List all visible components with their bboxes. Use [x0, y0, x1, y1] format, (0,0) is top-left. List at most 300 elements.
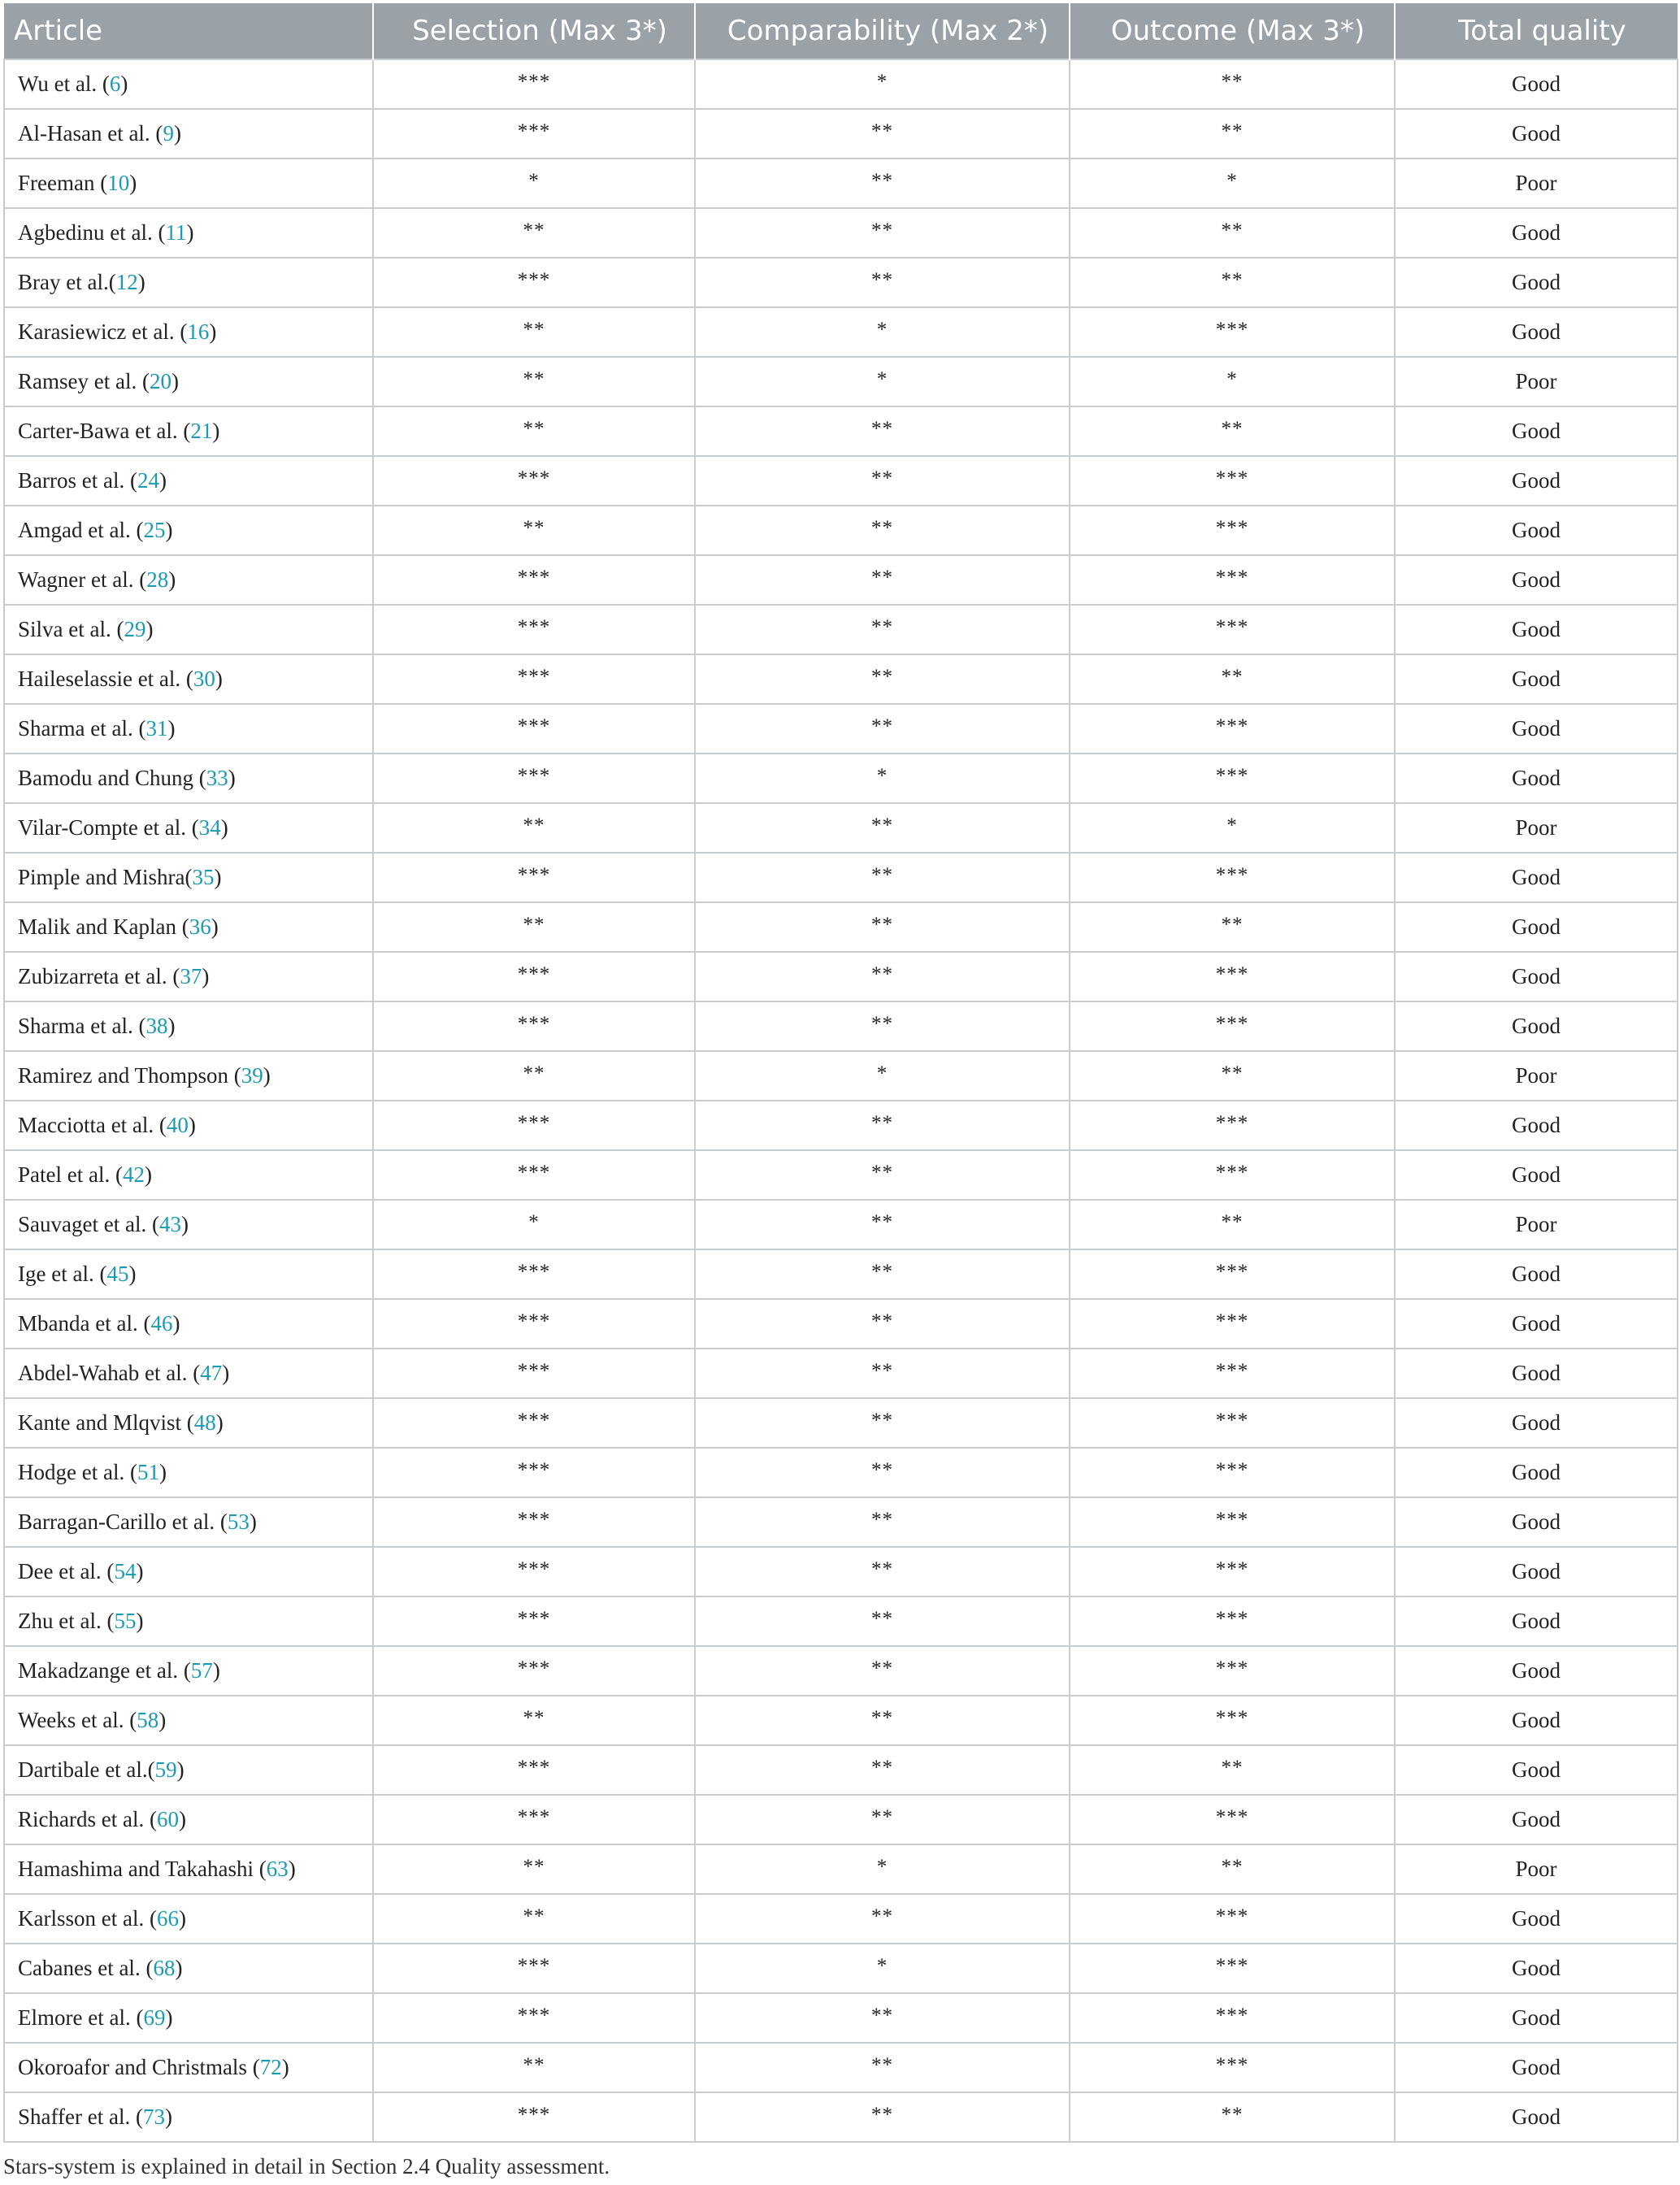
reference-link[interactable]: 29 [124, 617, 146, 641]
reference-link[interactable]: 9 [163, 121, 174, 146]
reference-link[interactable]: 31 [145, 716, 168, 741]
outcome-stars-cell [1070, 406, 1395, 456]
citation-close-paren: ) [120, 72, 128, 96]
comparability-stars: ** [871, 1608, 893, 1630]
comparability-stars-cell [695, 1051, 1070, 1101]
article-cell [4, 2092, 373, 2142]
article-citation: Barragan-Carillo et al. ( [18, 1510, 228, 1534]
total-quality-cell: Good [1395, 1497, 1678, 1547]
table-row [4, 1894, 1678, 1944]
comparability-stars: ** [871, 715, 893, 737]
total-quality-cell: Good [1395, 1993, 1678, 2043]
article-citation: Zhu et al. ( [18, 1609, 115, 1633]
reference-link[interactable]: 37 [180, 964, 202, 988]
table-row [4, 654, 1678, 704]
total-quality-cell: Good [1395, 555, 1678, 605]
total-quality-cell: Poor [1395, 1844, 1678, 1894]
table-row [4, 952, 1678, 1001]
table-row [4, 159, 1678, 208]
total-quality-cell: Good [1395, 952, 1678, 1001]
reference-link[interactable]: 28 [146, 567, 169, 592]
selection-stars-cell [373, 258, 695, 307]
total-quality-cell: Good [1395, 902, 1678, 952]
selection-stars-cell [373, 1844, 695, 1894]
column-header-outcome: Outcome (Max 3*) [1070, 3, 1395, 59]
comparability-stars-cell [695, 1101, 1070, 1150]
article-cell [4, 1547, 373, 1596]
reference-link[interactable]: 16 [187, 319, 210, 344]
article-cell [4, 456, 373, 506]
selection-stars-cell [373, 1051, 695, 1101]
table-row [4, 208, 1678, 258]
reference-link[interactable]: 21 [190, 419, 213, 443]
comparability-stars-cell [695, 109, 1070, 159]
total-quality-cell: Good [1395, 1547, 1678, 1596]
article-cell [4, 1894, 373, 1944]
table-row [4, 902, 1678, 952]
comparability-stars: ** [871, 616, 893, 638]
comparability-stars-cell [695, 357, 1070, 406]
article-cell [4, 1299, 373, 1349]
selection-stars: *** [517, 120, 551, 142]
selection-stars: ** [523, 1856, 545, 1878]
outcome-stars-cell [1070, 1299, 1395, 1349]
citation-close-paren: ) [215, 667, 223, 691]
comparability-stars: ** [871, 814, 893, 836]
article-cell [4, 1795, 373, 1844]
selection-stars-cell [373, 1795, 695, 1844]
selection-stars: * [528, 170, 540, 192]
citation-close-paren: ) [144, 1162, 152, 1187]
selection-stars-cell [373, 1547, 695, 1596]
comparability-stars-cell [695, 406, 1070, 456]
outcome-stars-cell [1070, 754, 1395, 803]
outcome-stars-cell [1070, 1249, 1395, 1299]
outcome-stars-cell [1070, 1101, 1395, 1150]
citation-close-paren: ) [171, 369, 179, 393]
outcome-stars: *** [1215, 567, 1249, 589]
table-row [4, 1101, 1678, 1150]
outcome-stars-cell [1070, 1448, 1395, 1497]
reference-link[interactable]: 25 [143, 518, 166, 542]
selection-stars-cell [373, 1349, 695, 1398]
comparability-stars: ** [871, 1657, 893, 1679]
outcome-stars-cell [1070, 1497, 1395, 1547]
selection-stars-cell [373, 555, 695, 605]
outcome-stars-cell [1070, 1795, 1395, 1844]
outcome-stars: * [1226, 814, 1238, 836]
comparability-stars: ** [871, 864, 893, 886]
selection-stars-cell [373, 1448, 695, 1497]
table-row [4, 1249, 1678, 1299]
selection-stars: *** [517, 269, 551, 291]
outcome-stars-cell [1070, 258, 1395, 307]
article-citation: Carter-Bawa et al. ( [18, 419, 191, 443]
selection-stars: *** [517, 1558, 551, 1580]
reference-link[interactable]: 34 [198, 815, 221, 840]
citation-close-paren: ) [209, 319, 217, 344]
selection-stars: * [528, 1211, 540, 1233]
reference-link[interactable]: 20 [149, 369, 171, 393]
article-citation: Sauvaget et al. ( [18, 1212, 159, 1236]
table-row [4, 1200, 1678, 1249]
reference-link[interactable]: 45 [106, 1262, 129, 1286]
article-cell [4, 159, 373, 208]
outcome-stars-cell [1070, 1051, 1395, 1101]
outcome-stars: *** [1215, 1360, 1249, 1382]
article-cell [4, 952, 373, 1001]
citation-close-paren: ) [168, 567, 176, 592]
selection-stars-cell [373, 109, 695, 159]
selection-stars: ** [523, 219, 545, 241]
outcome-stars-cell [1070, 506, 1395, 555]
total-quality-cell: Good [1395, 59, 1678, 109]
table-row [4, 1993, 1678, 2043]
outcome-stars: ** [1221, 2104, 1244, 2126]
selection-stars-cell [373, 853, 695, 902]
selection-stars: ** [523, 517, 545, 539]
comparability-stars-cell [695, 555, 1070, 605]
article-citation: Al-Hasan et al. ( [18, 121, 163, 146]
comparability-stars: ** [871, 120, 893, 142]
outcome-stars-cell [1070, 1894, 1395, 1944]
outcome-stars-cell [1070, 1001, 1395, 1051]
outcome-stars-cell [1070, 1200, 1395, 1249]
article-citation: Cabanes et al. ( [18, 1956, 154, 1980]
outcome-stars: ** [1221, 1211, 1244, 1233]
table-row [4, 1051, 1678, 1101]
article-citation: Wu et al. ( [18, 72, 110, 96]
total-quality-cell: Good [1395, 307, 1678, 357]
total-quality-cell: Poor [1395, 357, 1678, 406]
comparability-stars-cell [695, 1944, 1070, 1993]
citation-close-paren: ) [288, 1857, 296, 1881]
citation-close-paren: ) [212, 1658, 220, 1683]
outcome-stars-cell [1070, 307, 1395, 357]
selection-stars: *** [517, 1261, 551, 1283]
total-quality-cell: Good [1395, 1894, 1678, 1944]
total-quality-cell: Good [1395, 1646, 1678, 1696]
reference-link[interactable]: 39 [241, 1063, 263, 1088]
article-citation: Shaffer et al. ( [18, 2105, 143, 2129]
reference-link[interactable]: 42 [122, 1162, 145, 1187]
reference-link[interactable]: 68 [153, 1956, 176, 1980]
citation-close-paren: ) [164, 2105, 172, 2129]
comparability-stars: ** [871, 219, 893, 241]
reference-link[interactable]: 40 [166, 1113, 189, 1137]
reference-link[interactable]: 66 [156, 1906, 179, 1931]
outcome-stars-cell [1070, 1844, 1395, 1894]
outcome-stars: *** [1215, 1310, 1249, 1332]
article-citation: Ramsey et al. ( [18, 369, 150, 393]
comparability-stars-cell [695, 1349, 1070, 1398]
selection-stars: ** [523, 1905, 545, 1927]
table-row [4, 1696, 1678, 1745]
outcome-stars: *** [1215, 319, 1249, 341]
comparability-stars-cell [695, 1993, 1070, 2043]
reference-link[interactable]: 60 [156, 1807, 179, 1831]
article-citation: Richards et al. ( [18, 1807, 157, 1831]
reference-link[interactable]: 47 [200, 1361, 223, 1385]
comparability-stars-cell [695, 1547, 1070, 1596]
outcome-stars: ** [1221, 1856, 1244, 1878]
total-quality-cell: Poor [1395, 159, 1678, 208]
outcome-stars-cell [1070, 704, 1395, 754]
outcome-stars: *** [1215, 2005, 1249, 2026]
outcome-stars-cell [1070, 208, 1395, 258]
outcome-stars-cell [1070, 159, 1395, 208]
selection-stars-cell [373, 506, 695, 555]
table-body [4, 59, 1678, 2142]
outcome-stars: *** [1215, 765, 1249, 787]
comparability-stars-cell [695, 704, 1070, 754]
article-citation: Silva et al. ( [18, 617, 124, 641]
article-cell [4, 1349, 373, 1398]
citation-close-paren: ) [173, 121, 181, 146]
comparability-stars-cell [695, 456, 1070, 506]
reference-link[interactable]: 36 [189, 914, 211, 939]
comparability-stars-cell [695, 1894, 1070, 1944]
comparability-stars-cell [695, 506, 1070, 555]
outcome-stars-cell [1070, 1646, 1395, 1696]
article-cell [4, 654, 373, 704]
comparability-stars: * [876, 1062, 888, 1084]
outcome-stars: *** [1215, 517, 1249, 539]
table-row [4, 2092, 1678, 2142]
outcome-stars: *** [1215, 1013, 1249, 1035]
article-citation: Haileselassie et al. ( [18, 667, 193, 691]
reference-link[interactable]: 58 [137, 1708, 159, 1732]
outcome-stars-cell [1070, 1993, 1395, 2043]
outcome-stars: * [1226, 170, 1238, 192]
outcome-stars-cell [1070, 1944, 1395, 1993]
selection-stars-cell [373, 1596, 695, 1646]
citation-close-paren: ) [128, 1262, 137, 1286]
selection-stars-cell [373, 406, 695, 456]
article-citation: Hodge et al. ( [18, 1460, 137, 1484]
citation-close-paren: ) [215, 1410, 224, 1435]
table-row [4, 307, 1678, 357]
table-row [4, 109, 1678, 159]
total-quality-cell: Good [1395, 605, 1678, 654]
table-row [4, 1646, 1678, 1696]
article-cell [4, 1150, 373, 1200]
total-quality-cell: Good [1395, 506, 1678, 555]
citation-close-paren: ) [172, 1311, 180, 1336]
outcome-stars-cell [1070, 1696, 1395, 1745]
outcome-stars: *** [1215, 1509, 1249, 1531]
citation-close-paren: ) [158, 468, 167, 493]
comparability-stars: ** [871, 963, 893, 985]
reference-link[interactable]: 10 [107, 171, 130, 195]
reference-link[interactable]: 59 [154, 1757, 177, 1782]
outcome-stars-cell [1070, 853, 1395, 902]
selection-stars-cell [373, 1745, 695, 1795]
article-cell [4, 1200, 373, 1249]
reference-link[interactable]: 53 [227, 1510, 250, 1534]
reference-link[interactable]: 11 [165, 220, 187, 245]
article-cell [4, 754, 373, 803]
total-quality-cell: Good [1395, 1795, 1678, 1844]
reference-link[interactable]: 33 [206, 766, 228, 790]
total-quality-cell: Good [1395, 1944, 1678, 1993]
selection-stars: *** [517, 963, 551, 985]
table-row [4, 1398, 1678, 1448]
comparability-stars-cell [695, 1448, 1070, 1497]
selection-stars-cell [373, 754, 695, 803]
selection-stars: *** [517, 1806, 551, 1828]
article-citation: Freeman ( [18, 171, 108, 195]
article-cell [4, 1101, 373, 1150]
article-cell [4, 357, 373, 406]
reference-link[interactable]: 54 [114, 1559, 137, 1583]
citation-close-paren: ) [211, 914, 219, 939]
reference-link[interactable]: 30 [193, 667, 215, 691]
comparability-stars-cell [695, 1150, 1070, 1200]
reference-link[interactable]: 63 [266, 1857, 289, 1881]
table-row [4, 754, 1678, 803]
article-citation: Karlsson et al. ( [18, 1906, 157, 1931]
header-row [4, 3, 1678, 59]
comparability-stars-cell [695, 1745, 1070, 1795]
table-row [4, 1596, 1678, 1646]
outcome-stars: ** [1221, 1062, 1244, 1084]
article-citation: Karasiewicz et al. ( [18, 319, 188, 344]
table-row [4, 1150, 1678, 1200]
reference-link[interactable]: 51 [137, 1460, 159, 1484]
comparability-stars-cell [695, 754, 1070, 803]
selection-stars: *** [517, 1657, 551, 1679]
article-citation: Pimple and Mishra( [18, 865, 193, 889]
outcome-stars: *** [1215, 1459, 1249, 1481]
comparability-stars: ** [871, 666, 893, 688]
comparability-stars-cell [695, 2043, 1070, 2092]
article-citation: Dee et al. ( [18, 1559, 115, 1583]
table-row [4, 1944, 1678, 1993]
article-cell [4, 605, 373, 654]
comparability-stars: ** [871, 1509, 893, 1531]
outcome-stars: *** [1215, 1707, 1249, 1729]
outcome-stars-cell [1070, 59, 1395, 109]
citation-close-paren: ) [178, 1906, 186, 1931]
reference-link[interactable]: 69 [143, 2005, 166, 2030]
article-citation: Agbedinu et al. ( [18, 220, 166, 245]
total-quality-cell: Poor [1395, 1200, 1678, 1249]
article-citation: Macciotta et al. ( [18, 1113, 167, 1137]
article-cell [4, 1944, 373, 1993]
total-quality-cell: Good [1395, 1696, 1678, 1745]
reference-link[interactable]: 38 [145, 1014, 168, 1038]
selection-stars-cell [373, 208, 695, 258]
outcome-stars-cell [1070, 1398, 1395, 1448]
selection-stars-cell [373, 654, 695, 704]
table-row [4, 853, 1678, 902]
article-citation: Abdel-Wahab et al. ( [18, 1361, 201, 1385]
total-quality-cell: Good [1395, 704, 1678, 754]
reference-link[interactable]: 35 [192, 865, 215, 889]
selection-stars: ** [523, 1062, 545, 1084]
total-quality-cell: Good [1395, 2043, 1678, 2092]
reference-link[interactable]: 43 [158, 1212, 181, 1236]
total-quality-cell: Good [1395, 406, 1678, 456]
selection-stars: *** [517, 1360, 551, 1382]
reference-link[interactable]: 48 [193, 1410, 216, 1435]
outcome-stars-cell [1070, 1150, 1395, 1200]
outcome-stars: ** [1221, 269, 1244, 291]
comparability-stars-cell [695, 59, 1070, 109]
outcome-stars-cell [1070, 2092, 1395, 2142]
outcome-stars: *** [1215, 1955, 1249, 1977]
article-cell [4, 59, 373, 109]
reference-link[interactable]: 55 [114, 1609, 137, 1633]
reference-link[interactable]: 72 [259, 2055, 282, 2079]
selection-stars-cell [373, 1101, 695, 1150]
reference-link[interactable]: 57 [190, 1658, 213, 1683]
selection-stars: ** [523, 914, 545, 936]
article-cell [4, 1745, 373, 1795]
article-citation: Dartibale et al.( [18, 1757, 155, 1782]
reference-link[interactable]: 24 [137, 468, 159, 493]
selection-stars-cell [373, 1299, 695, 1349]
outcome-stars-cell [1070, 456, 1395, 506]
selection-stars-cell [373, 1150, 695, 1200]
article-cell [4, 704, 373, 754]
column-header-total-quality: Total quality [1395, 3, 1678, 59]
comparability-stars: ** [871, 1013, 893, 1035]
citation-close-paren: ) [249, 1510, 257, 1534]
comparability-stars: ** [871, 567, 893, 589]
selection-stars: *** [517, 2005, 551, 2026]
citation-close-paren: ) [158, 1708, 167, 1732]
comparability-stars-cell [695, 1200, 1070, 1249]
outcome-stars: *** [1215, 715, 1249, 737]
article-cell [4, 1646, 373, 1696]
reference-link[interactable]: 6 [109, 72, 121, 96]
comparability-stars: ** [871, 1757, 893, 1779]
total-quality-cell: Poor [1395, 803, 1678, 853]
comparability-stars-cell [695, 853, 1070, 902]
article-citation: Amgad et al. ( [18, 518, 144, 542]
column-header-article: Article [4, 3, 373, 59]
total-quality-cell: Good [1395, 1448, 1678, 1497]
article-citation: Weeks et al. ( [18, 1708, 137, 1732]
article-citation: Patel et al. ( [18, 1162, 123, 1187]
comparability-stars: * [876, 319, 888, 341]
outcome-stars-cell [1070, 1349, 1395, 1398]
selection-stars: *** [517, 1459, 551, 1481]
table-row [4, 1448, 1678, 1497]
selection-stars-cell [373, 1497, 695, 1547]
total-quality-cell: Good [1395, 208, 1678, 258]
selection-stars: ** [523, 368, 545, 390]
article-cell [4, 307, 373, 357]
citation-close-paren: ) [167, 716, 176, 741]
table-row [4, 1745, 1678, 1795]
outcome-stars: *** [1215, 1806, 1249, 1828]
table-row [4, 59, 1678, 109]
reference-link[interactable]: 73 [142, 2105, 165, 2129]
citation-close-paren: ) [281, 2055, 289, 2079]
comparability-stars: ** [871, 1310, 893, 1332]
reference-link[interactable]: 12 [115, 270, 138, 294]
reference-link[interactable]: 46 [150, 1311, 173, 1336]
outcome-stars: *** [1215, 616, 1249, 638]
outcome-stars: * [1226, 368, 1238, 390]
comparability-stars: * [876, 368, 888, 390]
table-row [4, 258, 1678, 307]
comparability-stars-cell [695, 952, 1070, 1001]
comparability-stars: ** [871, 1905, 893, 1927]
